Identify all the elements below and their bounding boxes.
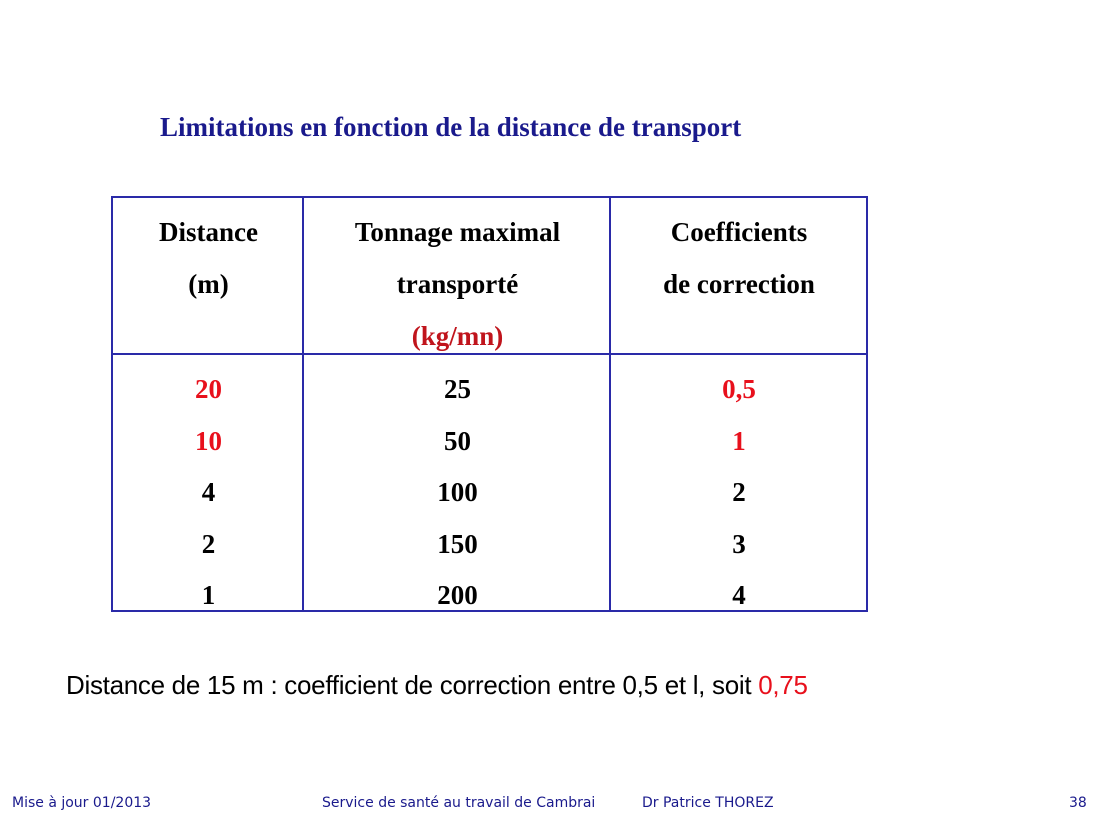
table-cell-tonnage: 150 <box>437 528 478 559</box>
header-tonnage-label-2: transporté <box>396 269 519 299</box>
header-coefficients-label: Coefficients <box>670 217 808 247</box>
header-tonnage <box>304 214 611 370</box>
table-cell-distance: 1 <box>201 580 216 610</box>
header-tonnage-unit: (kg/mn) <box>411 321 504 351</box>
table-cell-coefficient: 3 <box>732 528 746 559</box>
footer-service: Service de santé au travail de Cambrai <box>322 795 596 811</box>
table-cell-tonnage: 200 <box>437 580 478 610</box>
table-cell-tonnage: 100 <box>437 477 478 507</box>
note-text <box>66 670 808 701</box>
header-distance-unit: (m) <box>188 269 229 299</box>
table-cell-tonnage: 50 <box>444 425 471 456</box>
footer-page-number: 38 <box>1069 795 1087 811</box>
note-highlight: 0,75 <box>758 670 808 700</box>
column-distance <box>113 371 304 629</box>
footer-author: Dr Patrice THOREZ <box>642 795 774 811</box>
header-coefficients-label-2: de correction <box>663 269 815 299</box>
limitations-table <box>111 196 868 612</box>
header-coefficients <box>611 214 867 318</box>
column-tonnage <box>304 371 611 629</box>
note-body: Distance de 15 m : coefficient de correction entre 0,5 et l, soit <box>66 670 759 700</box>
footer-update-date: Mise à jour 01/2013 <box>12 795 152 811</box>
table-cell-distance: 20 <box>195 374 222 404</box>
table-cell-coefficient: 2 <box>732 477 746 507</box>
slide-title: Limitations en fonction de la distance de transport <box>160 112 742 142</box>
table-cell-coefficient: 4 <box>732 580 746 610</box>
table-cell-distance: 2 <box>201 528 216 559</box>
column-coefficients <box>611 371 867 629</box>
table-cell-distance: 4 <box>201 477 216 507</box>
table-cell-coefficient: 1 <box>732 425 746 456</box>
table-cell-distance: 10 <box>195 425 222 456</box>
header-distance-label: Distance <box>159 217 258 247</box>
header-tonnage-label: Tonnage maximal <box>354 217 561 247</box>
table-cell-tonnage: 25 <box>444 374 471 404</box>
table-cell-coefficient: 0,5 <box>722 374 756 404</box>
header-distance <box>113 214 304 318</box>
